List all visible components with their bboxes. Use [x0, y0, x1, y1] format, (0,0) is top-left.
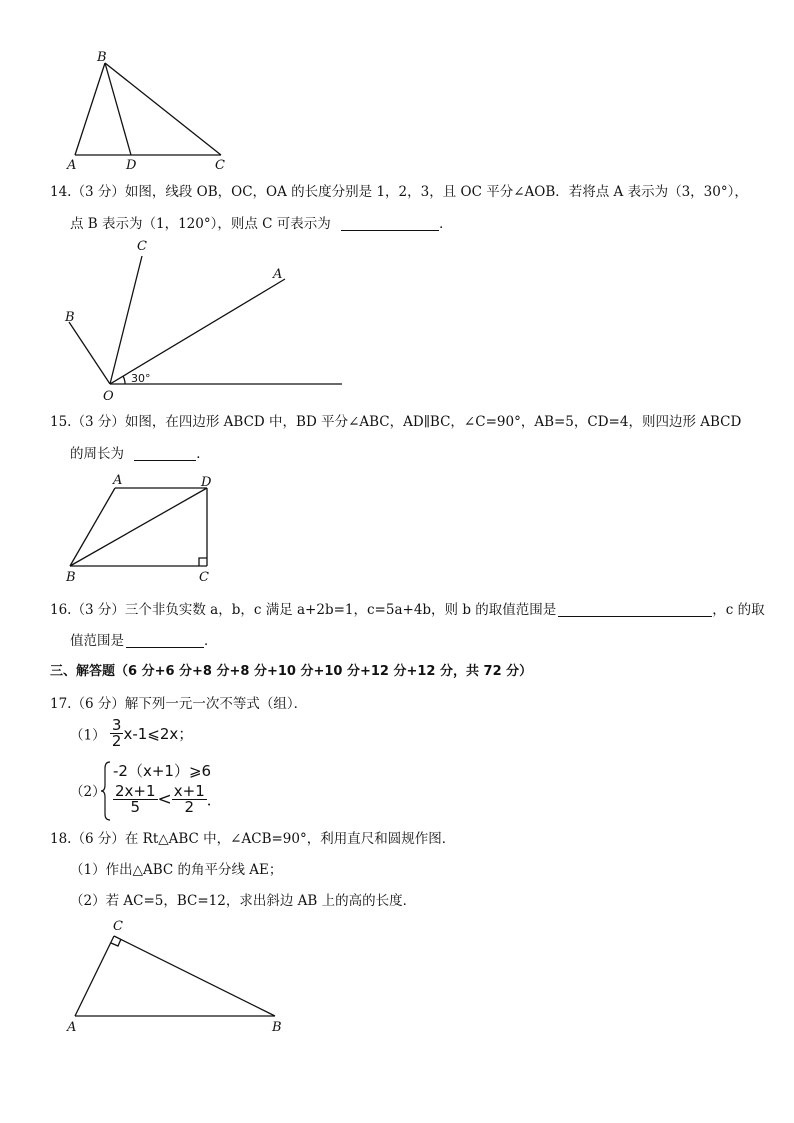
- q17-p2-left-numerator: 2x+1: [115, 782, 156, 800]
- figure-angle-aob: [55, 232, 355, 404]
- q17-p1-rest: x-1⩽2x；: [123, 725, 194, 743]
- q14-text1: 如图，线段 OB，OC，OA 的长度分别是 1，2，3，且 OC 平分∠AOB．若将点 A 表示为（3，30°），: [124, 184, 748, 200]
- q17-p2-label: （2）: [70, 784, 106, 800]
- q18-number: 18.: [50, 831, 72, 847]
- section-3-title: 三、解答题（6 分+6 分+8 分+8 分+10 分+10 分+12 分+12 分，共 72 分）: [50, 664, 533, 679]
- angle-label-30: 30°: [131, 372, 151, 385]
- label-a: A: [113, 473, 123, 488]
- q17-p1-numerator: 3: [111, 716, 122, 734]
- figure-right-triangle-abc: [55, 912, 295, 1036]
- q17-p2-end: ．: [206, 791, 222, 809]
- label-d: D: [126, 158, 137, 173]
- label-c: C: [113, 919, 123, 934]
- q14-number: 14.: [50, 184, 72, 200]
- label-c: C: [199, 570, 209, 584]
- q17-line1: [50, 692, 307, 712]
- label-b: B: [65, 310, 75, 325]
- q16-score: （3 分）: [71, 602, 125, 618]
- q16-answer-blank-c[interactable]: [126, 633, 204, 648]
- q16-answer-blank-b[interactable]: [558, 602, 712, 617]
- q16-text2-end: ．: [204, 633, 218, 649]
- q17-p2-left-fraction: [113, 784, 158, 815]
- q17-p2-right-fraction: [172, 784, 207, 815]
- label-a: A: [67, 158, 77, 173]
- q15-answer-blank[interactable]: [134, 446, 196, 461]
- q17-p1-denominator: 2: [111, 732, 122, 750]
- q17-p2-right-numerator: x+1: [173, 782, 205, 800]
- q15-score: （3 分）: [71, 414, 125, 430]
- q17-p2-left-denominator: 5: [130, 798, 141, 816]
- label-c: C: [137, 239, 147, 254]
- q15-number: 15.: [50, 414, 72, 430]
- q17-text: 解下列一元一次不等式（组）．: [124, 696, 308, 712]
- label-b: B: [97, 50, 107, 65]
- q17-p1-fraction: [110, 718, 124, 749]
- q15-text2-end: ．: [196, 446, 210, 462]
- figure-triangle-abd-c: [55, 45, 245, 175]
- q16-line2: [70, 629, 218, 649]
- q17-part1: [70, 718, 193, 749]
- q17-p2-right-denominator: 2: [184, 798, 195, 816]
- label-a: A: [273, 267, 283, 282]
- q15-line2: [70, 442, 210, 462]
- label-c: C: [215, 158, 225, 173]
- label-a: A: [67, 1020, 77, 1035]
- q18-part2: （2）若 AC=5，BC=12，求出斜边 AB 上的高的长度．: [70, 893, 417, 909]
- q14-text2: 点 B 表示为（1，120°），则点 C 可表示为: [70, 216, 331, 232]
- label-o: O: [103, 389, 114, 404]
- q16-line1: [50, 598, 765, 618]
- label-b: B: [66, 570, 76, 584]
- q17-p1-label: （1）: [70, 727, 106, 744]
- q17-p2-bottom: [113, 784, 222, 815]
- q14-line1: [50, 180, 748, 200]
- q16-text1-end: ，c 的取: [712, 602, 765, 618]
- q17-number: 17.: [50, 696, 72, 712]
- q14-text2-end: ．: [439, 216, 453, 232]
- q17-p2-op: <: [157, 789, 172, 810]
- q14-score: （3 分）: [71, 184, 125, 200]
- q14-line2: [70, 212, 453, 232]
- q18-score: （6 分）: [71, 831, 125, 847]
- q15-text2: 的周长为: [70, 446, 124, 462]
- label-b: B: [272, 1020, 282, 1035]
- q16-number: 16.: [50, 602, 72, 618]
- q17-p2-top: -2（x+1）⩾6: [113, 762, 212, 780]
- q18-line1: [50, 827, 455, 847]
- figure-quadrilateral-abcd: [55, 472, 230, 584]
- q16-text1: 三个非负实数 a，b，c 满足 a+2b=1，c=5a+4b，则 b 的取值范围是: [124, 602, 557, 618]
- q18-text: 在 Rt△ABC 中，∠ACB=90°，利用直尺和圆规作图．: [124, 831, 456, 847]
- q18-part1: （1）作出△ABC 的角平分线 AE；: [70, 862, 283, 878]
- q17-score: （6 分）: [71, 696, 125, 712]
- q15-text1: 如图，在四边形 ABCD 中，BD 平分∠ABC，AD∥BC，∠C=90°，AB=5，CD=4，则四边形 ABCD: [124, 414, 742, 430]
- brace-icon: [100, 760, 112, 822]
- q15-line1: [50, 410, 741, 430]
- q16-text2: 值范围是: [70, 633, 124, 649]
- q14-answer-blank[interactable]: [341, 216, 439, 231]
- label-d: D: [201, 475, 212, 490]
